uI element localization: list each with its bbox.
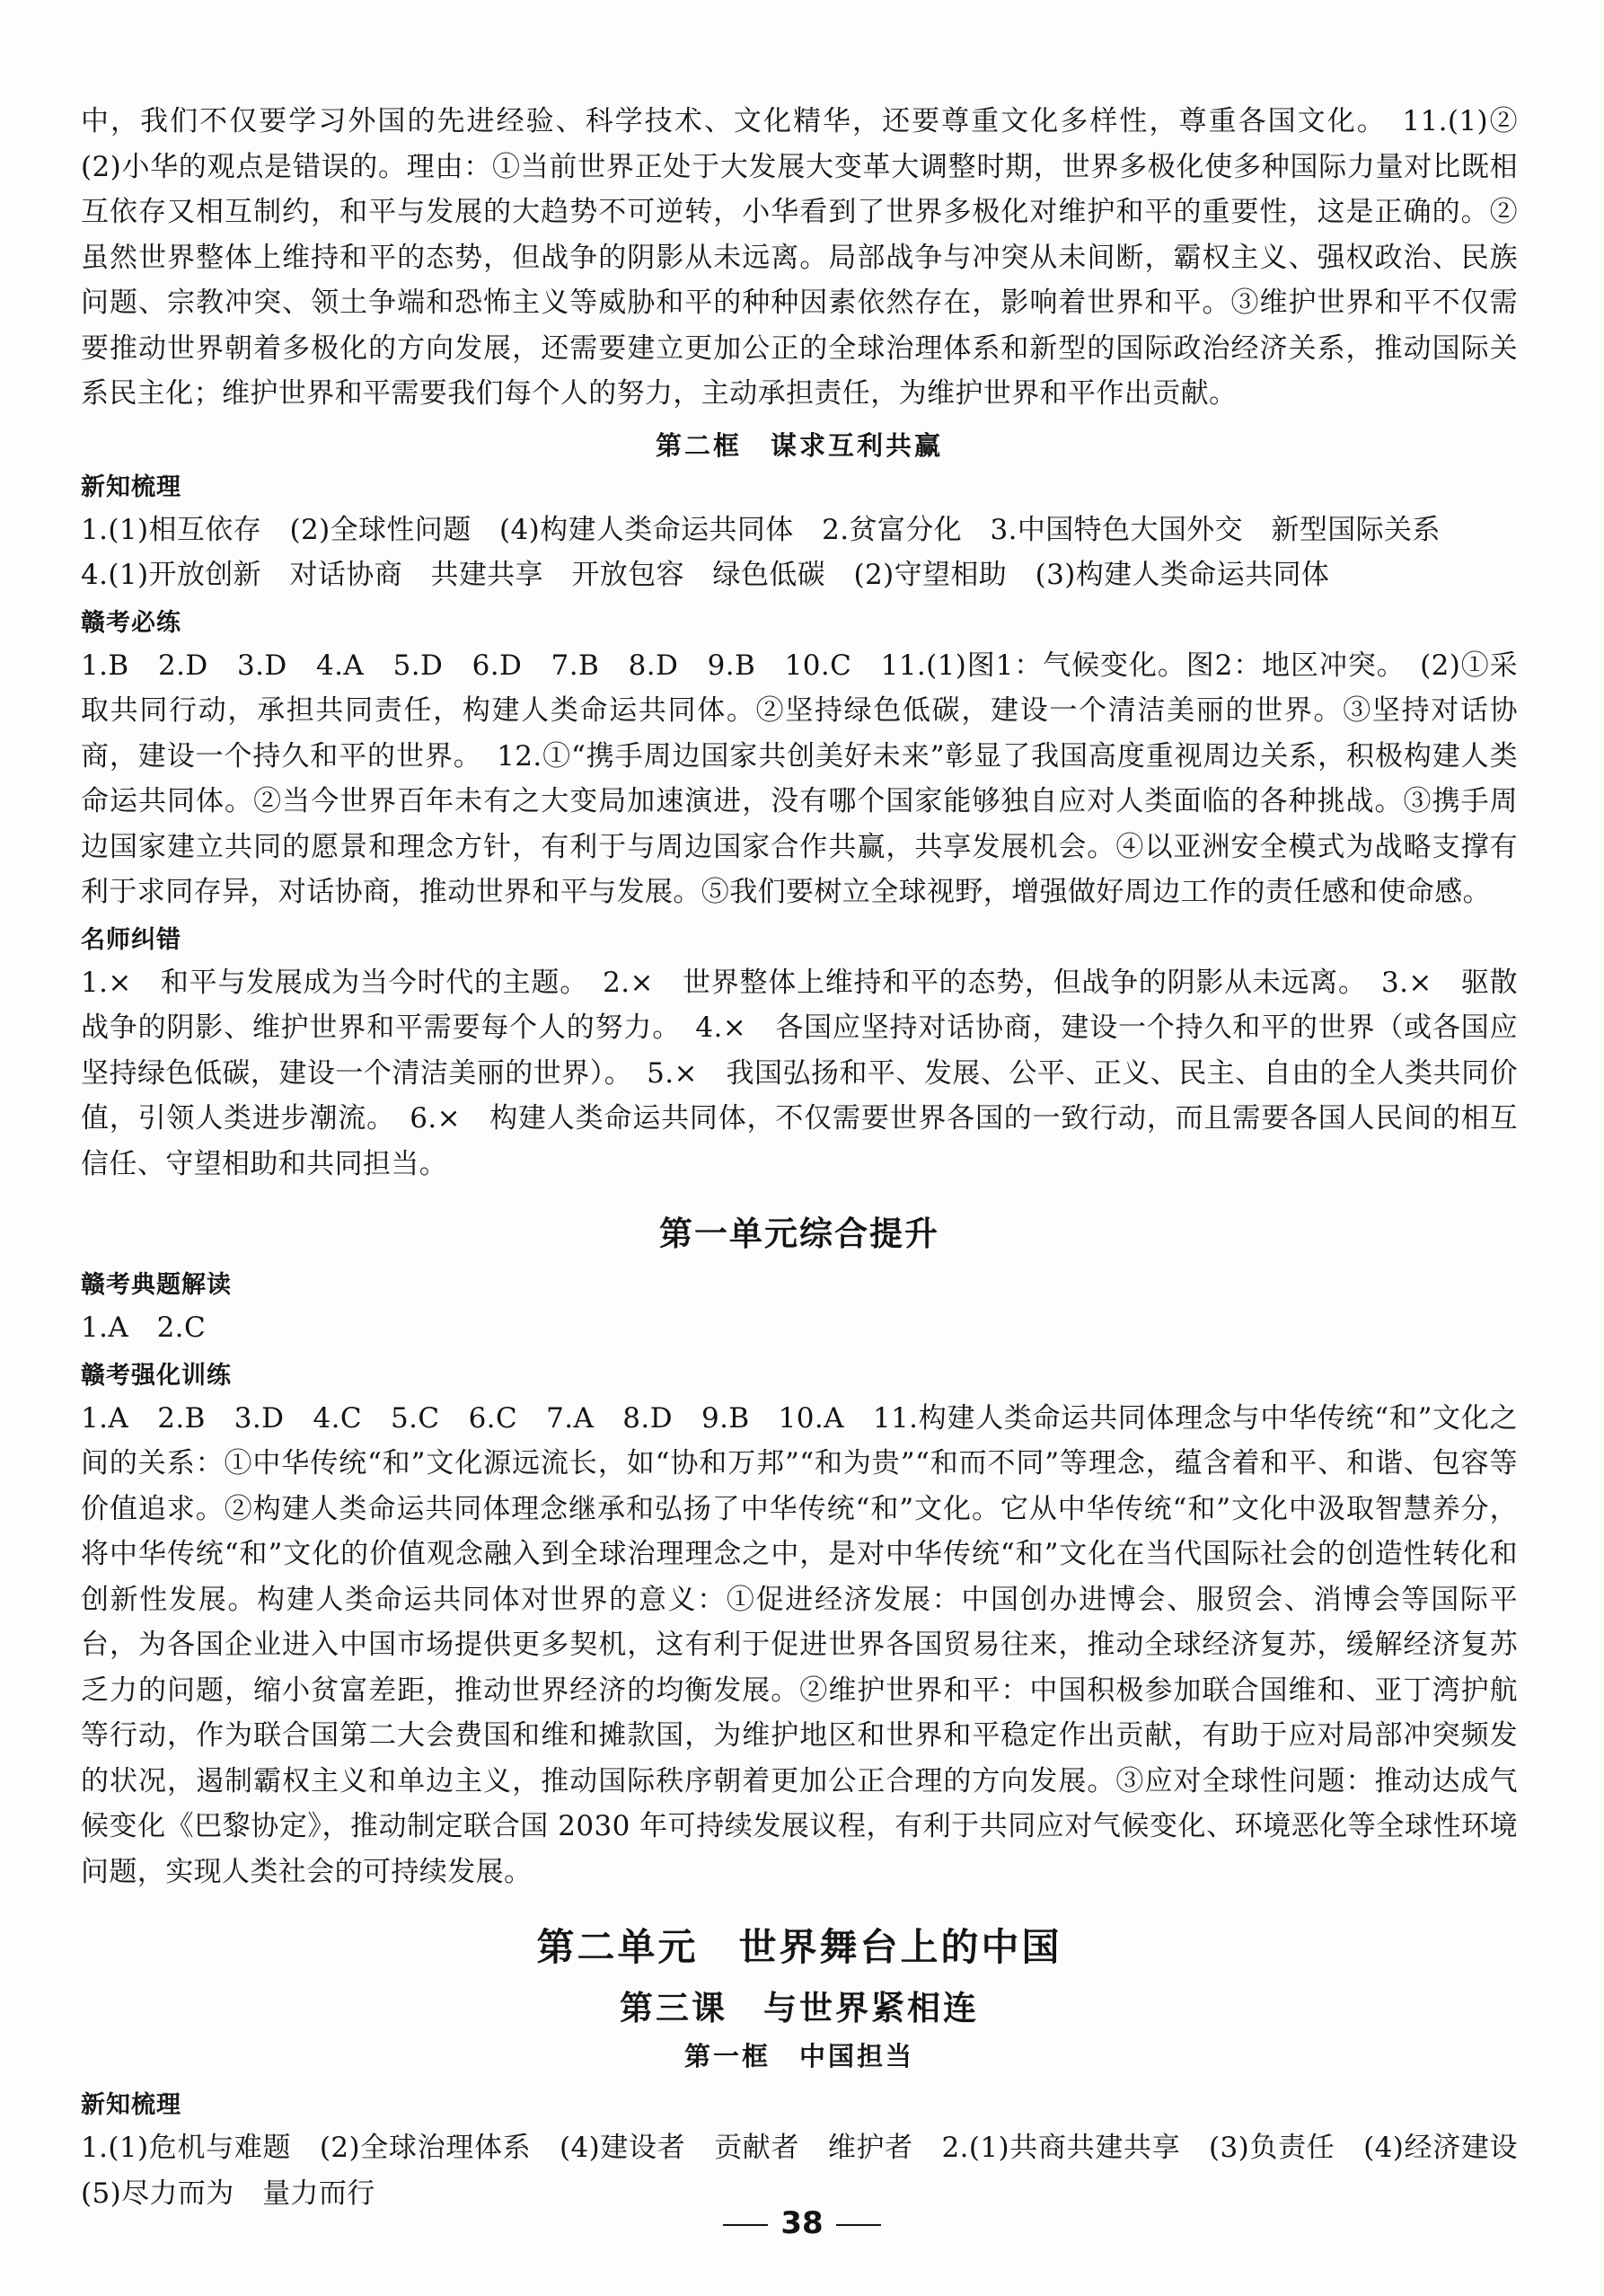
answer-text: 1.B 2.D 3.D 4.A 5.D 6.D 7.B 8.D 9.B 10.C 11.(1)图1：气候变化。图2：地区冲突。 (2)①采取共同行动，承担共同责任，构建人类命运共同体。②坚持绿色低碳，建设一个清洁美丽的世界。③坚持对话协商，建设一个持久和平的世界。 12.①“携手周边国家共创美好未来”彰显了我国高度重视周边关系，积极构建人类命运共同体。②当今世界百年未有之大变局加速演进，没有哪个国家能够独自应对人类面临的各种挑战。③携手周边国家建立共同的愿景和理念方针，有利于与周边国家合作共赢，共享发展机会。④以亚洲安全模式为战略支撑有利于求同存异，对话协商，推动世界和平与发展。⑤我们要树立全球视野，增强做好周边工作的责任感和使命感。	[81, 649, 1518, 908]
frame-heading-1: 第一框 中国担当	[683, 2041, 914, 2071]
frame-heading-2: 第二框 谋求互利共赢	[655, 429, 943, 461]
answer-line: 1.(1)相互依存 (2)全球性问题 (4)构建人类命运共同体 2.贫富分化 3.中国特色大国外交 新型国际关系	[81, 513, 1441, 546]
section-label-dianti: 赣考典题解读	[81, 1271, 232, 1299]
answer-text: 1.(1)危机与难题 (2)全球治理体系 (4)建设者 贡献者 维护者 2.(1)共商共建共享 (3)负责任 (4)经济建设 (5)尽力而为 量力而行	[81, 2132, 1547, 2210]
answer-text: 1.× 和平与发展成为当今时代的主题。 2.× 世界整体上维持和平的态势，但战争的阴影从未远离。 3.× 驱散战争的阴影、维护世界和平需要每个人的努力。 4.× 各国应坚持对话协商，建设一个持久和平的世界（或各国应坚持绿色低碳，建设一个清洁美丽的世界）。 5.× 我国弘扬和平、发展、公平、正义、民主、自由的全人类共同价值，引领人类进步潮流。 6.× 构建人类命运共同体，不仅需要世界各国的一致行动，而且需要各国人民间的相互信任、守望相助和共同担当。	[81, 966, 1518, 1180]
lesson-heading: 第三课 与世界紧相连	[620, 1989, 979, 2027]
unit-heading: 第二单元 世界舞台上的中国	[536, 1925, 1062, 1969]
dash-right	[836, 2224, 881, 2226]
answer-text: 1.A 2.B 3.D 4.C 5.C 6.C 7.A 8.D 9.B 10.A 11.构建人类命运共同体理念与中华传统“和”文化之间的关系：①中华传统“和”文化源远流长，如“协和万邦”“和为贵”“和而不同”等理念，蕴含着和平、和谐、包容等价值追求。②构建人类命运共同体理念继承和弘扬了中华传统“和”文化。它从中华传统“和”文化中汲取智慧养分，将中华传统“和”文化的价值观念融入到全球治理理念之中，是对中华传统“和”文化在当代国际社会的创造性转化和创新性发展。构建人类命运共同体对世界的意义：①促进经济发展：中国创办进博会、服贸会、消博会等国际平台，为各国企业进入中国市场提供更多契机，这有利于促进世界各国贸易往来，推动全球经济复苏，缓解经济复苏乏力的问题，缩小贫富差距，推动世界经济的均衡发展。②维护世界和平：中国积极参加联合国维和、亚丁湾护航等行动，作为联合国第二大会费国和维和摊款国，为维护地区和世界和平稳定作出贡献，有助于应对局部冲突频发的状况，遏制霸权主义和单边主义，推动国际秩序朝着更加公正合理的方向发展。③应对全球性问题：推动达成气候变化《巴黎协定》，推动制定联合国 2030 年可持续发展议程，有利于共同应对气候变化、环境恶化等全球性环境问题，实现人类社会的可持续发展。	[81, 1401, 1518, 1888]
section-label-jiucuo: 名师纠错	[81, 925, 181, 954]
answer-line: 4.(1)开放创新 对话协商 共建共享 开放包容 绿色低碳 (2)守望相助 (3)构建人类命运共同体	[81, 559, 1330, 591]
unit-summary-heading: 第一单元综合提升	[659, 1214, 939, 1253]
section-label-xinzhi: 新知梳理	[81, 2091, 181, 2119]
answer-page	[81, 99, 1547, 2216]
page-number	[0, 2205, 1604, 2241]
answer-text-top: 中，我们不仅要学习外国的先进经验、科学技术、文化精华，还要尊重文化多样性，尊重各国文化。 11.(1)② (2)小华的观点是错误的。理由：①当前世界正处于大发展大变革大调整时期，世界多极化使多种国际力量对比既相互依存又相互制约，和平与发展的大趋势不可逆转，小华看到了世界多极化对维护和平的重要性，这是正确的。②虽然世界整体上维持和平的态势，但战争的阴影从未远离。局部战争与冲突从未间断，霸权主义、强权政治、民族问题、宗教冲突、领土争端和恐怖主义等威胁和平的种种因素依然存在，影响着世界和平。③维护世界和平不仅需要推动世界朝着多极化的方向发展，还需要建立更加公正的全球治理体系和新型的国际政治经济关系，推动国际关系民主化；维护世界和平需要我们每个人的努力，主动承担责任，为维护世界和平作出贡献。	[81, 105, 1547, 410]
section-label-xinzhi: 新知梳理	[81, 472, 181, 501]
page-number-text: 38	[780, 2205, 824, 2241]
answer-text: 1.A 2.C	[81, 1311, 207, 1344]
dash-left	[723, 2224, 768, 2226]
section-label-qianghua: 赣考强化训练	[81, 1361, 232, 1390]
section-label-ganlian: 赣考必练	[81, 608, 181, 637]
